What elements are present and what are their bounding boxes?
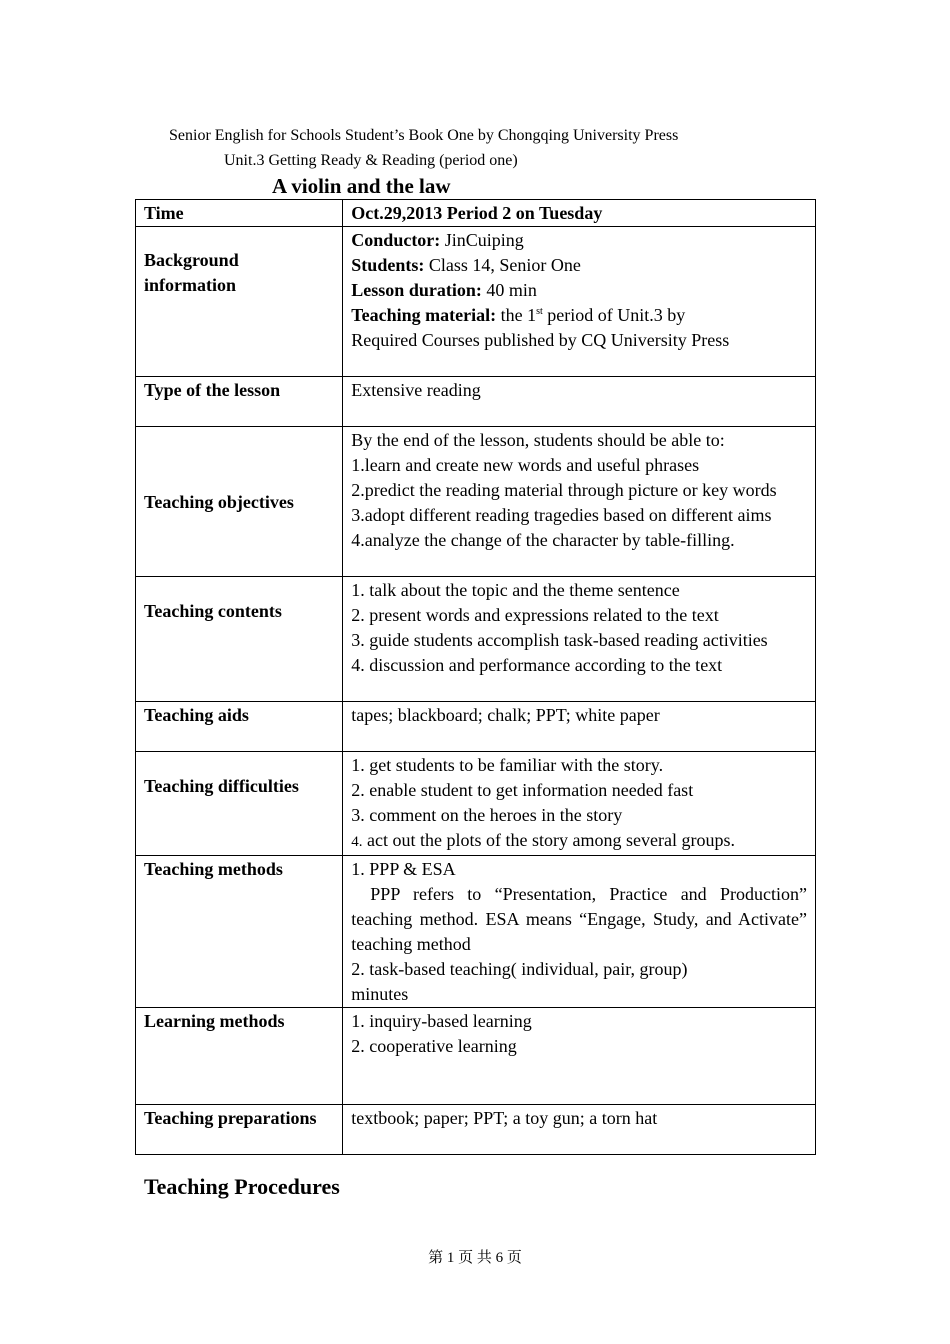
difficulties-value: 1. get students to be familiar with the story. 2. enable student to get information needed fast 3. comment on the heroes in the story 4. act out the plots of the story among several groups. — [343, 752, 816, 856]
type-value: Extensive reading — [343, 377, 816, 427]
methods-value: 1. PPP & ESA PPP refers to “Presentation, Practice and Production” teaching method. ESA means “Engage, Study, and Activate” teaching method 2. task-based teaching( individual, pair, group) minutes — [343, 856, 816, 1008]
objectives-label: Teaching objectives — [136, 427, 343, 577]
preparations-label: Teaching preparations — [136, 1105, 343, 1155]
contents-value: 1. talk about the topic and the theme sentence 2. present words and expressions related to the text 3. guide students accomplish task-based reading activities 4. discussion and performance according to the text — [343, 577, 816, 702]
row-methods — [136, 856, 816, 1008]
procedures-heading: Teaching Procedures — [144, 1174, 340, 1199]
row-type — [136, 377, 816, 427]
duration-line: Lesson duration: 40 min — [351, 280, 537, 300]
methods-label: Teaching methods — [136, 856, 343, 1008]
row-difficulties — [136, 752, 816, 856]
time-label: Time — [136, 200, 343, 227]
students-line: Students: Class 14, Senior One — [351, 255, 581, 275]
book-source-line: Senior English for Schools Student’s Book One by Chongqing University Press — [169, 127, 679, 144]
contents-label: Teaching contents — [136, 577, 343, 702]
row-time — [136, 200, 816, 227]
page-footer: 第 1 页 共 6 页 — [428, 1250, 522, 1266]
row-preparations — [136, 1105, 816, 1155]
background-value — [343, 227, 816, 377]
preparations-value: textbook; paper; PPT; a toy gun; a torn hat — [343, 1105, 816, 1155]
time-value: Oct.29,2013 Period 2 on Tuesday — [343, 200, 816, 227]
conductor-line: Conductor: JinCuiping — [351, 230, 524, 250]
row-objectives — [136, 427, 816, 577]
lesson-plan-table — [135, 199, 816, 1155]
row-contents — [136, 577, 816, 702]
difficulties-label: Teaching difficulties — [136, 752, 343, 856]
aids-label: Teaching aids — [136, 702, 343, 752]
learning-label: Learning methods — [136, 1008, 343, 1105]
material-line: Teaching material: the 1st period of Unit.3 by — [351, 305, 686, 325]
lesson-title: A violin and the law — [272, 174, 451, 198]
type-label: Type of the lesson — [136, 377, 343, 427]
background-label: Background information — [136, 227, 343, 377]
material-line-2: Required Courses published by CQ University Press — [351, 330, 730, 350]
aids-value: tapes; blackboard; chalk; PPT; white paper — [343, 702, 816, 752]
objectives-value: By the end of the lesson, students should be able to: 1.learn and create new words and useful phrases 2.predict the reading material through picture or key words 3.adopt different reading tragedies based on different aims 4.analyze the change of the character by table-filling. — [343, 427, 816, 577]
row-background — [136, 227, 816, 377]
unit-line: Unit.3 Getting Ready & Reading (period one) — [224, 152, 518, 169]
learning-value: 1. inquiry-based learning 2. cooperative learning — [343, 1008, 816, 1105]
row-aids — [136, 702, 816, 752]
row-learning — [136, 1008, 816, 1105]
